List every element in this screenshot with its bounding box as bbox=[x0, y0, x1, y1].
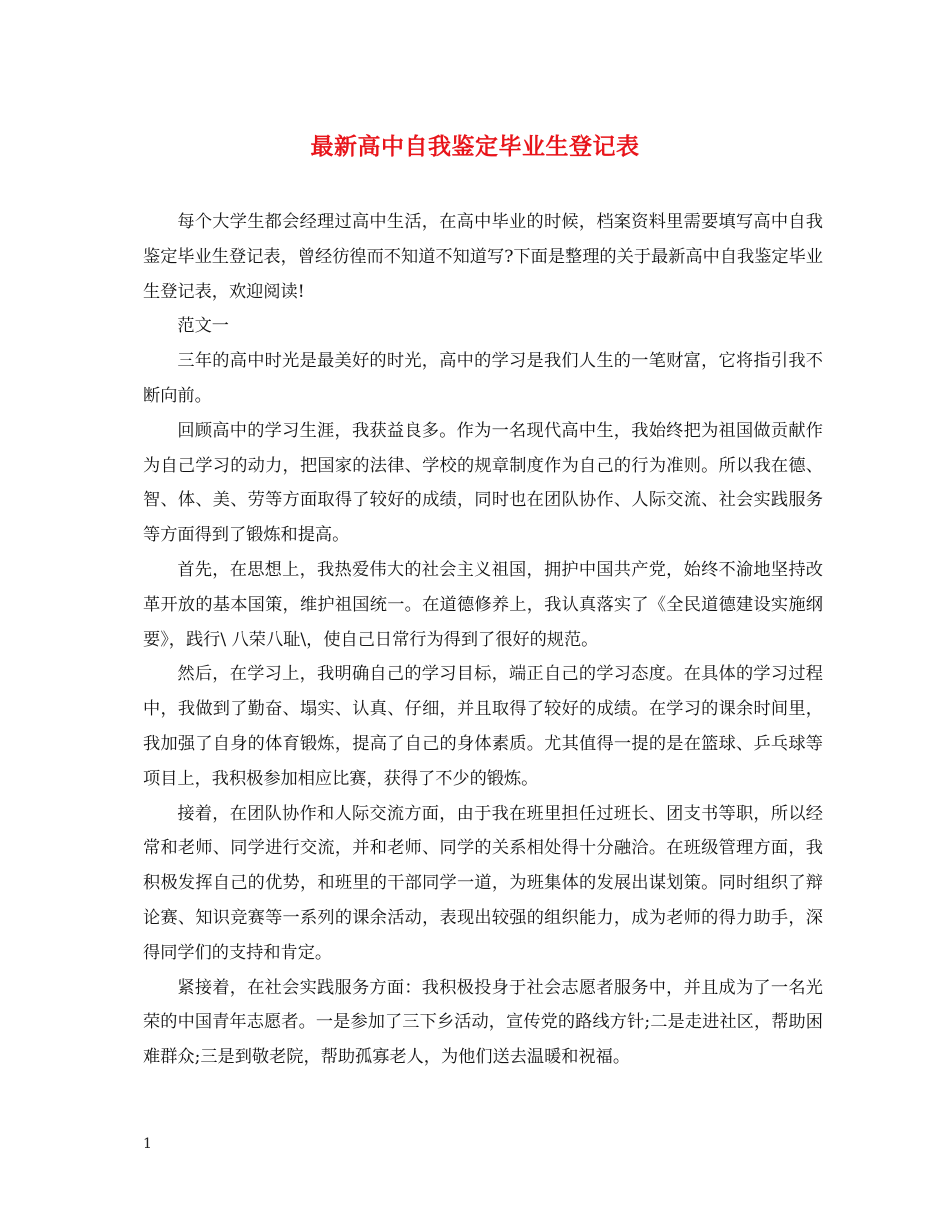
paragraph: 然后，在学习上，我明确自己的学习目标，端正自己的学习态度。在具体的学习过程中，我做到了勤奋、塌实、认真、仔细，并且取得了较好的成绩。在学习的课余时间里，我加强了自身的体育锻炼，提高了自己的身体素质。尤其值得一提的是在篮球、乒乓球等项目上，我积极参加相应比赛，获得了不少的锻炼。 bbox=[143, 664, 823, 789]
document-body bbox=[143, 205, 823, 1075]
paragraph-intro: 每个大学生都会经理过高中生活，在高中毕业的时候，档案资料里需要填写高中自我鉴定毕业生登记表，曾经彷徨而不知道不知道写?下面是整理的关于最新高中自我鉴定毕业生登记表，欢迎阅读! bbox=[143, 212, 823, 302]
paragraph: 接着，在团队协作和人际交流方面，由于我在班里担任过班长、团支书等职，所以经常和老师、同学进行交流，并和老师、同学的关系相处得十分融洽。在班级管理方面，我积极发挥自己的优势，和班里的干部同学一道，为班集体的发展出谋划策。同时组织了辩论赛、知识竞赛等一系列的课余活动，表现出较强的组织能力，成为老师的得力助手，深得同学们的支持和肯定。 bbox=[143, 803, 823, 963]
paragraph: 三年的高中时光是最美好的时光，高中的学习是我们人生的一笔财富，它将指引我不断向前。 bbox=[143, 351, 823, 406]
paragraph-section-heading: 范文一 bbox=[177, 316, 229, 337]
paragraph: 紧接着，在社会实践服务方面：我积极投身于社会志愿者服务中，并且成为了一名光荣的中国青年志愿者。一是参加了三下乡活动，宣传党的路线方针;二是走进社区，帮助困难群众;三是到敬老院，帮助孤寡老人，为他们送去温暖和祝福。 bbox=[143, 977, 823, 1068]
paragraph: 首先，在思想上，我热爱伟大的社会主义祖国，拥护中国共产党，始终不渝地坚持改革开放的基本国策，维护祖国统一。在道德修养上，我认真落实了《全民道德建设实施纲要》，践行\ 八荣八耻\，使自己日常行为得到了很好的规范。 bbox=[143, 559, 823, 650]
page-number: 1 bbox=[143, 1136, 152, 1152]
document-title: 最新高中自我鉴定毕业生登记表 bbox=[310, 133, 640, 160]
paragraph: 回顾高中的学习生涯，我获益良多。作为一名现代高中生，我始终把为祖国做贡献作为自己学习的动力，把国家的法律、学校的规章制度作为自己的行为准则。所以我在德、智、体、美、劳等方面取得了较好的成绩，同时也在团队协作、人际交流、社会实践服务等方面得到了锻炼和提高。 bbox=[143, 420, 823, 546]
